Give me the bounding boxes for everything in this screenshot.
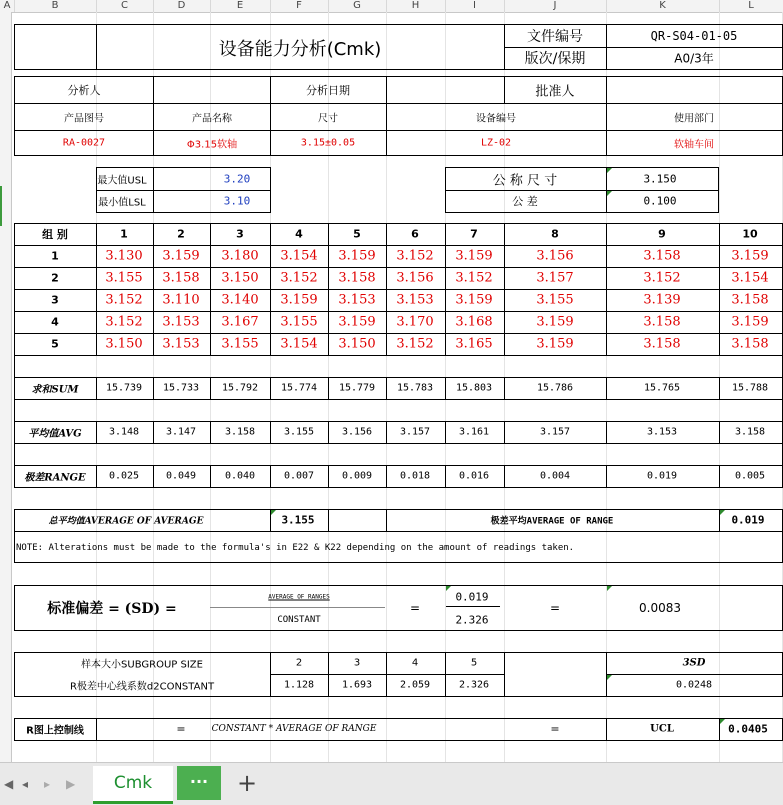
version-label: 版次/保期 [524,51,586,67]
measurement-cell[interactable]: 3.152 [396,336,434,352]
sd-fraction-top: AVERAGE OF RANGES [268,593,330,601]
column-label: 10 [742,227,758,241]
equipment-no-label: 设备编号 [476,113,516,125]
doc-number-label: 文件编号 [527,29,583,45]
column-label: 7 [470,227,478,241]
measurement-cell[interactable]: 3.159 [338,314,376,330]
measurement-cell[interactable]: 3.139 [643,292,681,308]
analysis-date-label: 分析日期 [306,84,350,97]
usl-label: 最大值USL [97,175,147,187]
measurement-cell[interactable]: 3.154 [280,248,318,264]
measurement-cell[interactable]: 3.150 [221,270,259,286]
department-label: 使用部门 [674,113,714,125]
average-of-average-label: 总平均值AVERAGE OF AVERAGE [48,516,204,527]
three-sd-label: 3SD [682,657,706,669]
column-header-d[interactable]: D [153,0,211,12]
sum-cell[interactable]: 15.786 [536,382,574,394]
column-label: 3 [236,227,244,241]
measurement-cell[interactable]: 3.153 [338,292,376,308]
avg-cell[interactable]: 3.157 [539,426,571,438]
measurement-cell[interactable]: 3.153 [162,336,200,352]
last-sheet-icon[interactable]: ▶ [66,777,76,791]
three-sd-value[interactable]: 0.0248 [675,679,713,691]
group-row-label: 4 [51,315,59,329]
measurement-cell[interactable]: 3.159 [280,292,318,308]
sd-equals-2: = [549,601,561,615]
measurement-cell[interactable]: 3.158 [643,314,681,330]
column-label: 5 [353,227,361,241]
tolerance-label: 公 差 [512,195,538,208]
add-sheet-button[interactable]: + [236,769,258,797]
column-header-i[interactable]: I [445,0,505,12]
range-cell[interactable]: 0.018 [399,470,431,482]
ucl-value[interactable]: 0.0405 [728,722,768,736]
measurement-cell[interactable]: 3.159 [536,314,574,330]
column-header-h[interactable]: H [386,0,446,12]
sum-cell[interactable]: 15.792 [221,382,259,394]
drawing-no-value[interactable]: RA-0027 [62,137,106,149]
avg-cell[interactable]: 3.155 [283,426,315,438]
ucl-equals-1: = [176,722,186,736]
measurement-cell[interactable]: 3.158 [731,292,769,308]
sd-numerator[interactable]: 0.019 [455,590,489,604]
sum-cell[interactable]: 15.779 [338,382,376,394]
range-cell[interactable]: 0.019 [646,470,678,482]
column-header-k[interactable]: K [606,0,720,12]
measurement-cell[interactable]: 3.154 [280,336,318,352]
range-cell[interactable]: 0.025 [108,470,140,482]
lsl-value[interactable]: 3.10 [223,194,251,208]
measurement-cell[interactable]: 3.159 [536,336,574,352]
subgroup-size-label: 样本大小SUBGROUP SIZE [81,659,203,671]
sum-cell[interactable]: 15.739 [105,382,143,394]
size-label: 尺寸 [318,113,338,125]
first-sheet-icon[interactable]: ◀ [4,777,14,791]
sum-cell[interactable]: 15.783 [396,382,434,394]
average-of-average-value[interactable]: 3.155 [281,513,315,527]
avg-cell[interactable]: 3.148 [108,426,140,438]
department-value[interactable]: 软轴车间 [674,139,714,151]
subgroup-size-value[interactable]: 5 [470,657,478,669]
column-label: 8 [551,227,559,241]
sd-result[interactable]: 0.0083 [639,601,681,615]
measurement-cell[interactable]: 3.158 [338,270,376,286]
subgroup-size-value[interactable]: 3 [353,657,361,669]
measurement-cell[interactable]: 3.159 [731,314,769,330]
measurement-cell[interactable]: 3.153 [396,292,434,308]
sheet-tab-cmk[interactable]: Cmk [93,766,173,804]
measurement-cell[interactable]: 3.170 [396,314,434,330]
column-header-j[interactable]: J [504,0,607,12]
column-header-g[interactable]: G [328,0,387,12]
sum-cell[interactable]: 15.774 [280,382,318,394]
drawing-no-label: 产品图号 [64,113,104,125]
formula-note: NOTE: Alterations must be made to the formula's in E22 & K22 depending on the amount of readings taken. [16,543,575,553]
sum-cell[interactable]: 15.788 [731,382,769,394]
tolerance-value[interactable]: 0.100 [643,194,677,208]
measurement-cell[interactable]: 3.156 [396,270,434,286]
measurement-cell[interactable]: 3.158 [731,336,769,352]
measurement-cell[interactable]: 3.168 [455,314,493,330]
measurement-cell[interactable]: 3.152 [280,270,318,286]
avg-cell[interactable]: 3.158 [224,426,256,438]
measurement-cell[interactable]: 3.155 [221,336,259,352]
approver-label: 批准人 [535,84,575,100]
measurement-cell[interactable]: 3.159 [162,248,200,264]
measurement-cell[interactable]: 3.152 [105,292,143,308]
column-header-bar [0,0,783,13]
prev-sheet-icon[interactable]: ◂ [22,777,29,791]
column-label: 2 [177,227,185,241]
equipment-no-value[interactable]: LZ-02 [480,137,512,149]
measurement-cell[interactable]: 3.159 [338,248,376,264]
measurement-cell[interactable]: 3.140 [221,292,259,308]
sheet-title: 设备能力分析(Cmk) [218,39,382,60]
column-header-c[interactable]: C [96,0,154,12]
measurement-cell[interactable]: 3.158 [162,270,200,286]
range-cell[interactable]: 0.009 [341,470,373,482]
column-header-b[interactable]: B [14,0,97,12]
measurement-cell[interactable]: 3.156 [536,248,574,264]
avg-cell[interactable]: 3.147 [165,426,197,438]
nominal-size-value[interactable]: 3.150 [643,172,677,186]
avg-cell[interactable]: 3.158 [734,426,766,438]
group-label: 组 别 [42,228,68,241]
more-sheets-button[interactable]: ··· [177,766,221,800]
sd-label: 标准偏差 = (SD) = [47,601,177,617]
average-of-range-label: 极差平均AVERAGE OF RANGE [490,516,614,527]
group-row-label: 5 [51,337,59,351]
range-cell[interactable]: 0.016 [458,470,490,482]
usl-value[interactable]: 3.20 [223,172,251,186]
product-name-label: 产品名称 [192,113,232,125]
measurement-cell[interactable]: 3.158 [643,248,681,264]
avg-cell[interactable]: 3.157 [399,426,431,438]
avg-cell[interactable]: 3.156 [341,426,373,438]
version-value[interactable]: A0/3年 [674,51,714,66]
measurement-cell[interactable]: 3.155 [280,314,318,330]
column-header-l[interactable]: L [719,0,783,12]
row-header-strip [0,12,12,762]
measurement-cell[interactable]: 3.155 [105,270,143,286]
d2-constant-value[interactable]: 2.059 [399,679,431,691]
measurement-cell[interactable]: 3.154 [731,270,769,286]
avg-cell[interactable]: 3.161 [458,426,490,438]
measurement-cell[interactable]: 3.152 [105,314,143,330]
range-cell[interactable]: 0.004 [539,470,571,482]
column-header-e[interactable]: E [210,0,271,12]
column-label: 1 [120,227,128,241]
measurement-cell[interactable]: 3.167 [221,314,259,330]
sum-cell[interactable]: 15.803 [455,382,493,394]
column-header-f[interactable]: F [270,0,329,12]
analyst-label: 分析人 [67,84,101,97]
subgroup-size-value[interactable]: 2 [295,657,303,669]
measurement-cell[interactable]: 3.159 [455,248,493,264]
d2-constant-label: R极差中心线系数d2CONSTANT [69,681,215,693]
nominal-size-label: 公 称 尺 寸 [492,173,558,189]
product-name-value[interactable]: Φ3.15软轴 [186,139,238,151]
d2-constant-value[interactable]: 1.693 [341,679,373,691]
subgroup-size-value[interactable]: 4 [411,657,419,669]
sd-fraction-bottom: CONSTANT [277,615,321,625]
measurement-cell[interactable]: 3.158 [643,336,681,352]
avg-cell[interactable]: 3.153 [646,426,678,438]
measurement-cell[interactable]: 3.150 [105,336,143,352]
group-row-label: 3 [51,293,59,307]
sum-cell[interactable]: 15.765 [643,382,681,394]
d2-constant-value[interactable]: 2.326 [458,679,490,691]
column-label: 4 [295,227,303,241]
group-row-label: 1 [51,249,59,263]
measurement-cell[interactable]: 3.153 [162,314,200,330]
average-of-range-value[interactable]: 0.019 [731,513,765,527]
measurement-cell[interactable]: 3.159 [731,248,769,264]
measurement-cell[interactable]: 3.165 [455,336,493,352]
measurement-cell[interactable]: 3.152 [643,270,681,286]
column-label: 9 [658,227,666,241]
ucl-equals-2: = [550,722,560,736]
measurement-cell[interactable]: 3.157 [536,270,574,286]
measurement-cell[interactable]: 3.130 [105,248,143,264]
next-sheet-icon[interactable]: ▸ [44,777,51,791]
d2-constant-value[interactable]: 1.128 [283,679,315,691]
measurement-cell[interactable]: 3.152 [396,248,434,264]
measurement-cell[interactable]: 3.159 [455,292,493,308]
ucl-row-label: R图上控制线 [26,725,84,737]
size-value[interactable]: 3.15±0.05 [300,137,356,149]
ucl-formula: CONSTANT * AVERAGE OF RANGE [211,724,377,734]
measurement-cell[interactable]: 3.110 [162,292,200,308]
measurement-cell[interactable]: 3.152 [455,270,493,286]
measurement-cell[interactable]: 3.155 [536,292,574,308]
range-cell[interactable]: 0.005 [734,470,766,482]
range-label: 极差RANGE [24,472,86,484]
ucl-label: UCL [650,723,674,735]
sd-denominator[interactable]: 2.326 [455,613,489,627]
range-cell[interactable]: 0.007 [283,470,315,482]
lsl-label: 最小值LSL [98,197,146,209]
measurement-cell[interactable]: 3.180 [221,248,259,264]
column-header-a[interactable]: A [0,0,15,12]
group-row-label: 2 [51,271,59,285]
measurement-cell[interactable]: 3.150 [338,336,376,352]
range-cell[interactable]: 0.049 [165,470,197,482]
sum-label: 求和SUM [31,384,79,396]
sum-cell[interactable]: 15.733 [162,382,200,394]
doc-number-value[interactable]: QR-S04-01-05 [650,29,738,43]
sd-equals-1: = [409,601,421,615]
column-label: 6 [411,227,419,241]
avg-label: 平均值AVG [28,428,82,440]
range-cell[interactable]: 0.040 [224,470,256,482]
